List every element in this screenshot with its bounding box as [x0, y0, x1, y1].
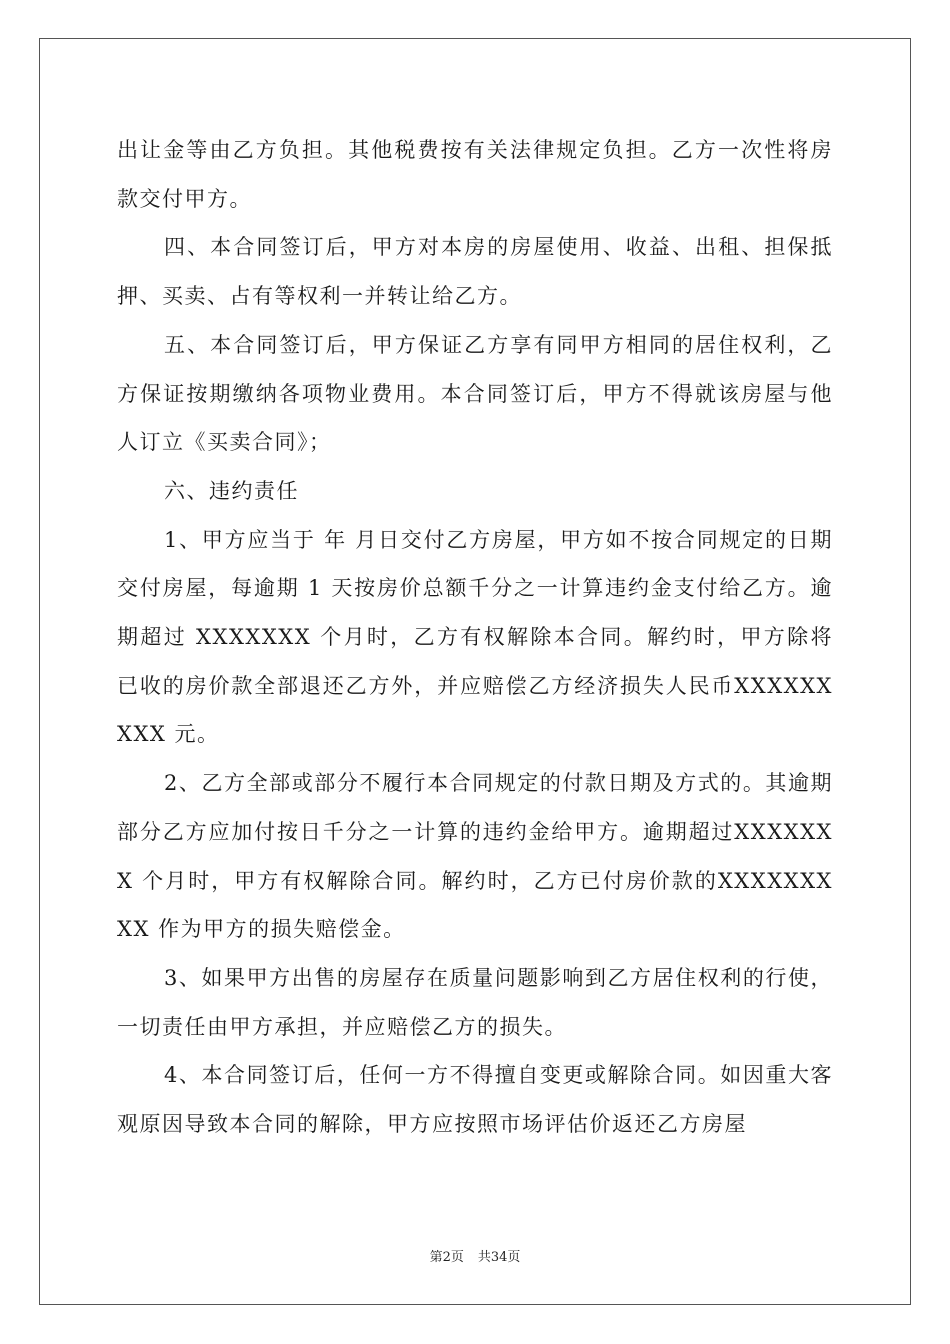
- paragraph-liability-4: 4、本合同签订后，任何一方不得擅自变更或解除合同。如因重大客观原因导致本合同的解除，甲方应按照市场评估价返还乙方房屋: [117, 1063, 833, 1137]
- paragraph-clause-5: 五、本合同签订后，甲方保证乙方享有同甲方相同的居住权利，乙方保证按期缴纳各项物业费用。本合同签订后，甲方不得就该房屋与他人订立《买卖合同》；: [117, 332, 833, 455]
- paragraph-clause-4: 四、本合同签订后，甲方对本房的房屋使用、收益、出租、担保抵押、买卖、占有等权利一并转让给乙方。: [117, 235, 833, 309]
- paragraph-liability-1: 1、甲方应当于 年 月日交付乙方房屋，甲方如不按合同规定的日期交付房屋，每逾期 1 天按房价总额千分之一计算违约金支付给乙方。逾期超过 XXXXXXX 个月时，乙方有权解除本合同。解约时，甲方除将已收的房价款全部退还乙方外，并应赔偿乙方经济损失人民币XXXXXXXXX 元。: [117, 527, 833, 747]
- paragraph-liability-3: 3、如果甲方出售的房屋存在质量问题影响到乙方居住权利的行使，一切责任由甲方承担，并应赔偿乙方的损失。: [117, 965, 833, 1039]
- page-number: 第2页: [429, 1250, 464, 1265]
- page-footer: [0, 1246, 950, 1265]
- section-heading-liability: 六、违约责任: [164, 478, 299, 503]
- document-body: [117, 126, 833, 1149]
- paragraph-liability-2: 2、乙方全部或部分不履行本合同规定的付款日期及方式的。其逾期部分乙方应加付按日千分之一计算的违约金给甲方。逾期超过XXXXXXX 个月时，甲方有权解除合同。解约时，乙方已付房价款的XXXXXXXXX 作为甲方的损失赔偿金。: [117, 771, 833, 942]
- page-total: 共34页: [477, 1250, 521, 1265]
- paragraph-continuation: 出让金等由乙方负担。其他税费按有关法律规定负担。乙方一次性将房款交付甲方。: [117, 138, 833, 211]
